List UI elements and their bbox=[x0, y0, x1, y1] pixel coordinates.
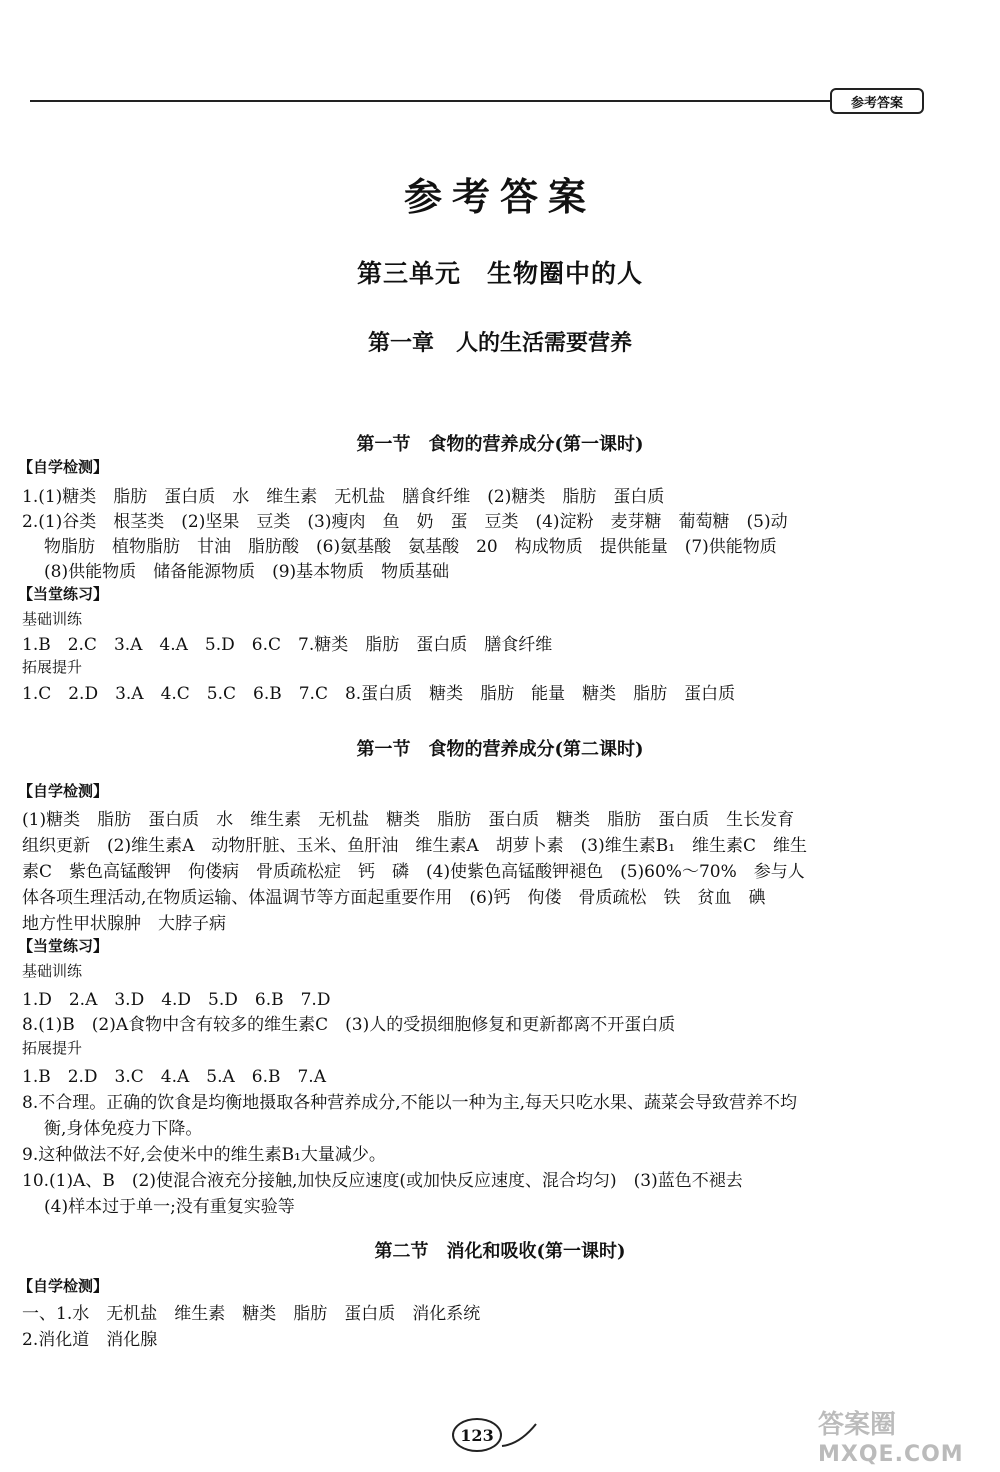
answer-line: 组织更新 (2)维生素A 动物肝脏、玉米、鱼肝油 维生素A 胡萝卜素 (3)维生素B₁ 维生素C 维生 bbox=[22, 836, 808, 856]
unit-heading: 第三单元 生物圈中的人 bbox=[356, 259, 643, 288]
answer-line: 8.(1)B (2)A食物中含有较多的维生素C (3)人的受损细胞修复和更新都离不开蛋白质 bbox=[22, 1015, 676, 1035]
label-basic: 基础训练 bbox=[22, 610, 83, 628]
section-heading: 第一节 食物的营养成分(第一课时) bbox=[356, 434, 644, 455]
header-rule bbox=[30, 100, 830, 102]
watermark-text: 答案圈 bbox=[818, 1410, 897, 1440]
answer-line: (1)糖类 脂肪 蛋白质 水 维生素 无机盐 糖类 脂肪 蛋白质 糖类 脂肪 蛋白质 生长发育 bbox=[22, 810, 795, 830]
answer-line: 8.不合理。正确的饮食是均衡地摄取各种营养成分,不能以一种为主,每天只吃水果、蔬菜会导致营养不均 bbox=[22, 1093, 798, 1113]
answer-line: 1.B 2.C 3.A 4.A 5.D 6.C 7.糖类 脂肪 蛋白质 膳食纤维 bbox=[22, 635, 553, 655]
answer-line: (8)供能物质 储备能源物质 (9)基本物质 物质基础 bbox=[44, 562, 450, 582]
label-extend: 拓展提升 bbox=[22, 1039, 83, 1057]
page-title: 参考答案 bbox=[403, 174, 596, 219]
answer-line: 衡,身体免疫力下降。 bbox=[44, 1119, 203, 1139]
watermark-url: MXQE.COM bbox=[818, 1442, 964, 1467]
answer-line: 体各项生理活动,在物质运输、体温调节等方面起重要作用 (6)钙 佝偻 骨质疏松 铁 贫血 碘 bbox=[22, 888, 766, 908]
answer-line: 1.C 2.D 3.A 4.C 5.C 6.B 7.C 8.蛋白质 糖类 脂肪 能量 糖类 脂肪 蛋白质 bbox=[22, 684, 736, 704]
answer-line: 10.(1)A、B (2)使混合液充分接触,加快反应速度(或加快反应速度、混合均匀) (3)蓝色不褪去 bbox=[22, 1171, 743, 1191]
answer-line: 地方性甲状腺肿 大脖子病 bbox=[22, 914, 226, 934]
swoosh-decoration bbox=[500, 1420, 540, 1450]
chapter-heading: 第一章 人的生活需要营养 bbox=[367, 330, 632, 356]
label-self-check: 【自学检测】 bbox=[18, 782, 109, 800]
page-number: 123 bbox=[452, 1418, 502, 1452]
section-heading: 第二节 消化和吸收(第一课时) bbox=[374, 1241, 626, 1262]
label-class-practice: 【当堂练习】 bbox=[18, 937, 109, 955]
header-badge: 参考答案 bbox=[830, 88, 924, 114]
label-basic: 基础训练 bbox=[22, 962, 83, 980]
answer-line: (4)样本过于单一;没有重复实验等 bbox=[44, 1197, 295, 1217]
section-heading: 第一节 食物的营养成分(第二课时) bbox=[356, 739, 644, 760]
answer-line: 1.D 2.A 3.D 4.D 5.D 6.B 7.D bbox=[22, 990, 331, 1010]
label-class-practice: 【当堂练习】 bbox=[18, 585, 109, 603]
answer-line: 物脂肪 植物脂肪 甘油 脂肪酸 (6)氨基酸 氨基酸 20 构成物质 提供能量 (7)供能物质 bbox=[44, 537, 777, 557]
answer-line: 2.消化道 消化腺 bbox=[22, 1330, 158, 1350]
label-self-check: 【自学检测】 bbox=[18, 1277, 109, 1295]
answer-line: 一、1.水 无机盐 维生素 糖类 脂肪 蛋白质 消化系统 bbox=[22, 1304, 481, 1324]
answer-line: 素C 紫色高锰酸钾 佝偻病 骨质疏松症 钙 磷 (4)使紫色高锰酸钾褪色 (5)60%～70% 参与人 bbox=[22, 862, 805, 882]
answer-line: 2.(1)谷类 根茎类 (2)坚果 豆类 (3)瘦肉 鱼 奶 蛋 豆类 (4)淀粉 麦芽糖 葡萄糖 (5)动 bbox=[22, 512, 788, 532]
watermark bbox=[818, 1410, 993, 1470]
label-extend: 拓展提升 bbox=[22, 658, 83, 676]
answer-line: 1.B 2.D 3.C 4.A 5.A 6.B 7.A bbox=[22, 1067, 326, 1087]
answer-line: 1.(1)糖类 脂肪 蛋白质 水 维生素 无机盐 膳食纤维 (2)糖类 脂肪 蛋白质 bbox=[22, 487, 665, 507]
label-self-check: 【自学检测】 bbox=[18, 458, 109, 476]
answer-line: 9.这种做法不好,会使米中的维生素B₁大量减少。 bbox=[22, 1145, 386, 1165]
